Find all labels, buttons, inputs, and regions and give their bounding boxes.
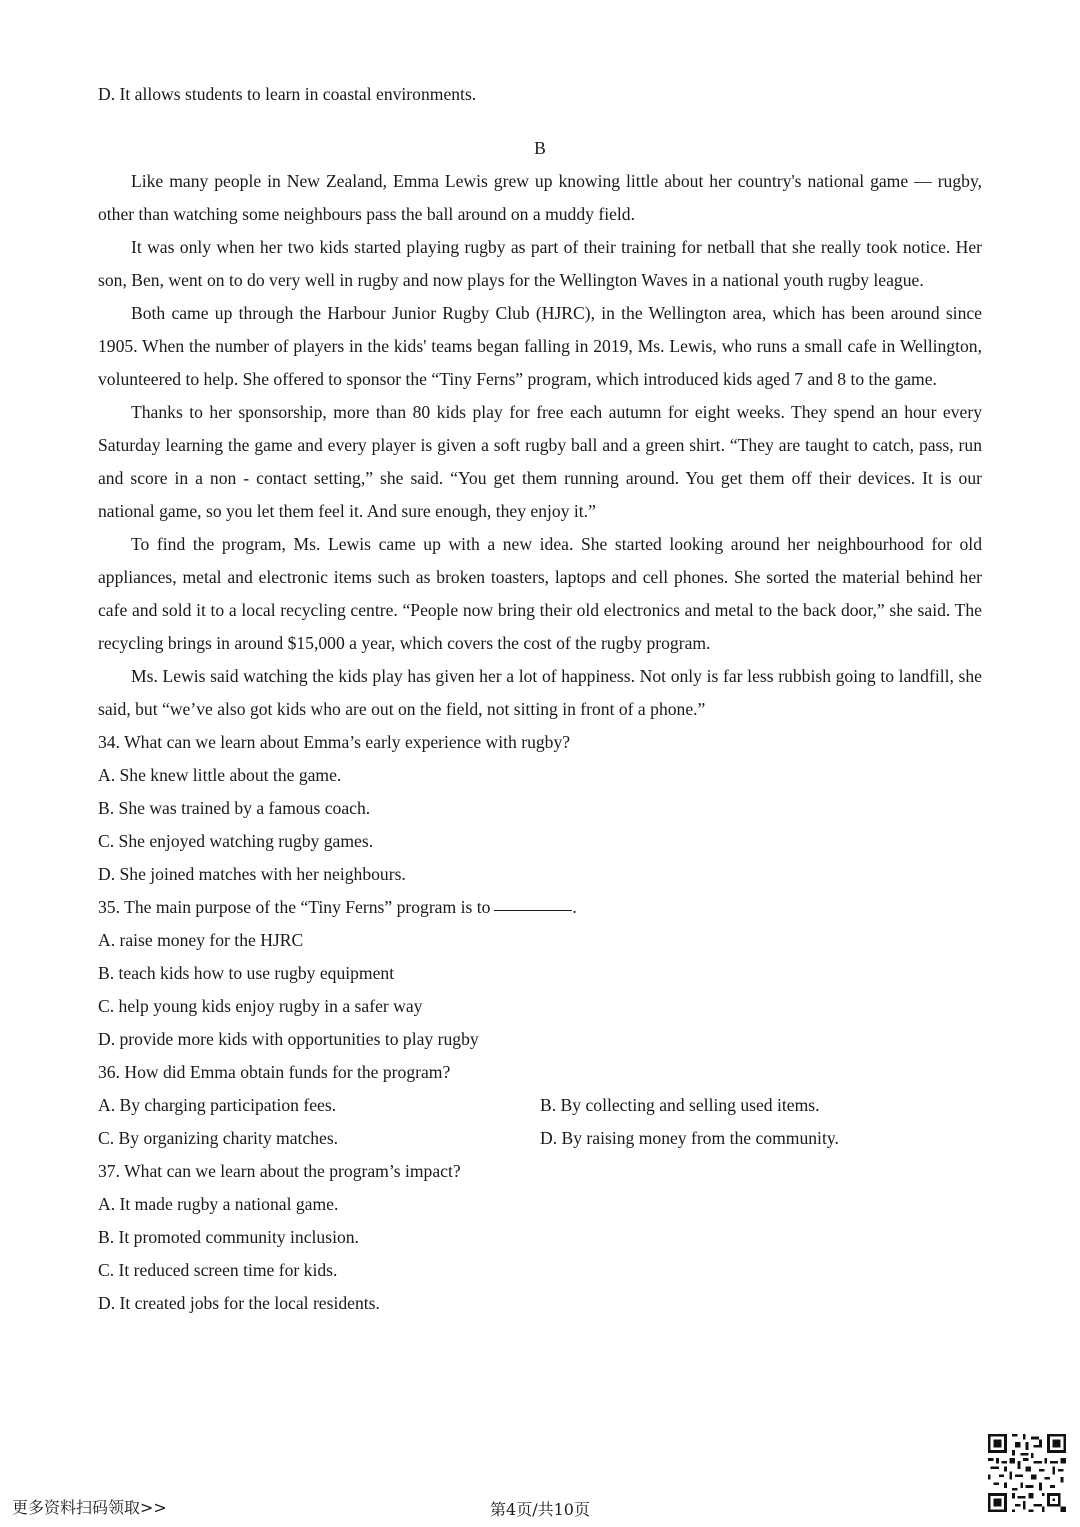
question-stem-end: . [572,897,577,917]
option-c: C. She enjoyed watching rugby games. [98,831,374,851]
qr-code-icon[interactable] [988,1434,1066,1512]
option-d: D. By raising money from the community. [540,1128,839,1148]
option-d: D. provide more kids with opportunities to play rugby [98,1029,479,1049]
more-resources-link[interactable]: 更多资料扫码领取>> [12,1498,167,1517]
option-c: C. By organizing charity matches. [98,1128,339,1148]
paragraph-4: Thanks to her sponsorship, more than 80 kids play for free each autumn for eight weeks. They spend an hour every Saturday learning the game and every player is given a soft rugby ball and a green shirt. “They are taught to catch, pass, run and score in a non - contact setting,” she said. “You get them running around. You get them off their devices. It is our national game, so you let them feel it. And sure enough, they enjoy it.” [98,402,982,521]
question-stem-line [98,891,982,924]
option-a: A. raise money for the HJRC [98,930,304,950]
option-a: A. It made rugby a national game. [98,1194,339,1214]
previous-question-option-d: D. It allows students to learn in coastal environments. [98,84,477,104]
question-stem: 35. The main purpose of the “Tiny Ferns” program is to [98,897,491,917]
question-stem: 37. What can we learn about the program’s impact? [98,1161,461,1181]
exam-page [98,78,982,1320]
paragraph-6: Ms. Lewis said watching the kids play has given her a lot of happiness. Not only is far less rubbish going to landfill, she said, but “we’ve also got kids who are out on the field, not sitting in front of a phone.” [98,666,982,719]
question-34 [98,726,982,891]
option-c: C. It reduced screen time for kids. [98,1260,338,1280]
question-36 [98,1056,982,1155]
page-number: 第4页/共10页 [490,1500,590,1519]
option-row-1 [98,1089,982,1122]
option-b: B. teach kids how to use rugby equipment [98,963,395,983]
option-d: D. It created jobs for the local residents. [98,1293,380,1313]
paragraph-3: Both came up through the Harbour Junior Rugby Club (HJRC), in the Wellington area, which has been around since 1905. When the number of players in the kids' teams began falling in 2019, Ms. Lewis, who runs a small cafe in Wellington, volunteered to help. She offered to sponsor the “Tiny Ferns” program, which introduced kids aged 7 and 8 to the game. [98,303,982,389]
paragraph-2: It was only when her two kids started playing rugby as part of their training for netball that she really took notice. Her son, Ben, went on to do very well in rugby and now plays for the Wellington Waves in a national youth rugby league. [98,237,982,290]
option-b: B. It promoted community inclusion. [98,1227,359,1247]
question-stem: 36. How did Emma obtain funds for the program? [98,1062,451,1082]
passage-label: B [534,138,546,158]
answer-blank [494,909,572,911]
option-a: A. She knew little about the game. [98,765,342,785]
passage-b [98,165,982,726]
option-b: B. She was trained by a famous coach. [98,798,371,818]
option-a: A. By charging participation fees. [98,1095,337,1115]
paragraph-5: To find the program, Ms. Lewis came up with a new idea. She started looking around her neighbourhood for old appliances, metal and electronic items such as broken toasters, laptops and cell phones. She sorted the material behind her cafe and sold it to a local recycling centre. “People now bring their old electronics and metal to the back door,” she said. The recycling brings in around $15,000 a year, which covers the cost of the rugby program. [98,534,982,653]
option-d: D. She joined matches with her neighbours. [98,864,406,884]
question-37 [98,1155,982,1320]
option-row-2 [98,1122,982,1155]
question-stem: 34. What can we learn about Emma’s early experience with rugby? [98,732,571,752]
option-b: B. By collecting and selling used items. [540,1095,820,1115]
option-c: C. help young kids enjoy rugby in a safer way [98,996,423,1016]
question-35 [98,891,982,1056]
paragraph-1: Like many people in New Zealand, Emma Lewis grew up knowing little about her country's national game — rugby, other than watching some neighbours pass the ball around on a muddy field. [98,171,982,224]
